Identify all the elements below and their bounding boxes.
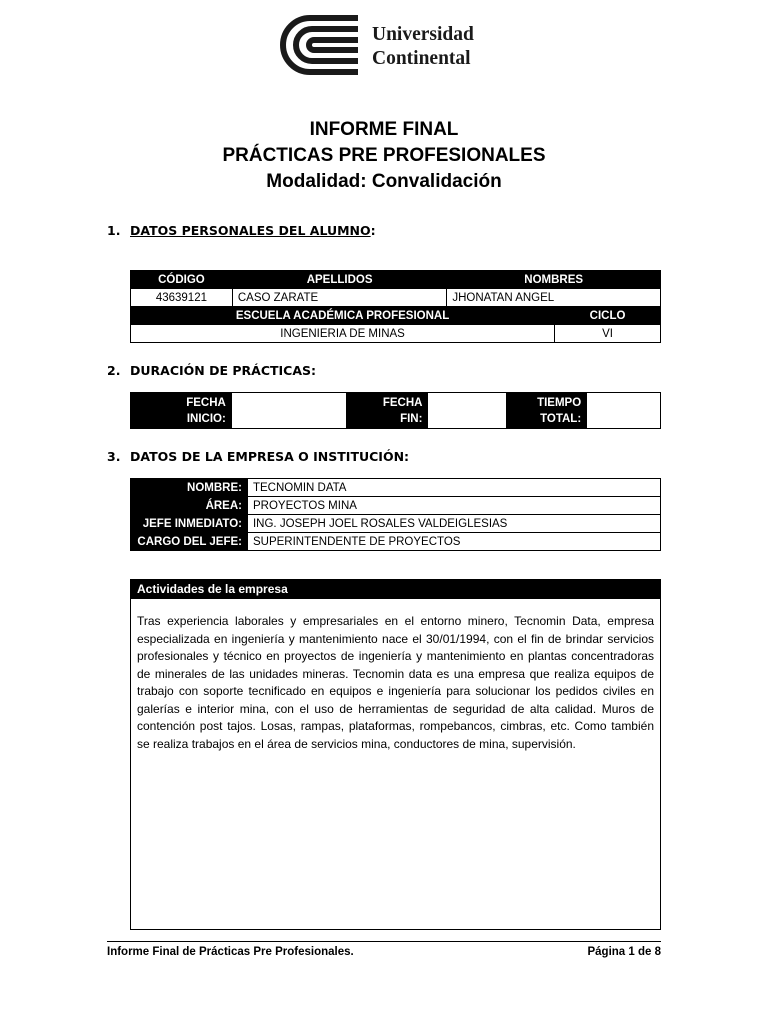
fecha-fin-label-1: FECHA [382, 396, 423, 409]
header-ciclo: CICLO [555, 307, 661, 325]
section-2-heading [107, 363, 316, 378]
company-data-table [130, 478, 661, 551]
student-ciclo: VI [555, 325, 661, 343]
fecha-inicio-value [231, 393, 346, 429]
header-escuela: ESCUELA ACADÉMICA PROFESIONAL [131, 307, 555, 325]
student-codigo: 43639121 [131, 289, 233, 307]
section-number: 3. [107, 449, 121, 464]
logo-line-1: Universidad [372, 24, 474, 45]
fecha-inicio-label-1: FECHA [186, 396, 226, 409]
activities-box [130, 579, 661, 930]
student-data-table [130, 270, 661, 343]
section-label: DATOS PERSONALES DEL ALUMNO [130, 223, 371, 238]
section-suffix: : [370, 223, 376, 238]
student-escuela: INGENIERIA DE MINAS [131, 325, 555, 343]
fecha-fin-label [346, 393, 428, 429]
company-nombre: TECNOMIN DATA [247, 479, 660, 497]
company-nombre-label: NOMBRE: [131, 479, 248, 497]
footer-doc-title: Informe Final de Prácticas Pre Profesionales. [107, 946, 354, 958]
logo-mark-icon [278, 14, 360, 76]
footer-page-number: Página 1 de 8 [587, 946, 661, 958]
section-number: 1. [107, 223, 121, 238]
logo-wordmark [372, 23, 474, 71]
fecha-fin-label-2: FIN: [400, 412, 423, 425]
doc-title: INFORME FINAL [309, 119, 459, 140]
company-area: PROYECTOS MINA [247, 497, 660, 515]
section-3-heading [107, 449, 409, 464]
section-1-heading [107, 223, 376, 238]
company-jefe-label: JEFE INMEDIATO: [131, 515, 248, 533]
tiempo-total-label-2: TOTAL: [540, 412, 582, 425]
doc-subtitle: PRÁCTICAS PRE PROFESIONALES [222, 145, 546, 166]
duration-table [130, 392, 661, 429]
fecha-fin-value [428, 393, 507, 429]
tiempo-total-value [587, 393, 661, 429]
doc-modality: Modalidad: Convalidación [266, 171, 502, 192]
student-apellidos: CASO ZARATE [232, 289, 447, 307]
section-number: 2. [107, 363, 121, 378]
header-codigo: CÓDIGO [131, 271, 233, 289]
company-cargo: SUPERINTENDENTE DE PROYECTOS [247, 533, 660, 551]
section-label: DURACIÓN DE PRÁCTICAS: [130, 363, 317, 378]
student-nombres: JHONATAN ANGEL [447, 289, 661, 307]
fecha-inicio-label [131, 393, 232, 429]
footer-divider [107, 941, 661, 942]
company-cargo-label: CARGO DEL JEFE: [131, 533, 248, 551]
company-jefe: ING. JOSEPH JOEL ROSALES VALDEIGLESIAS [247, 515, 660, 533]
tiempo-total-label-1: TIEMPO [537, 396, 582, 409]
header-apellidos: APELLIDOS [232, 271, 447, 289]
company-area-label: ÁREA: [131, 497, 248, 515]
logo-line-2: Continental [372, 48, 471, 69]
fecha-inicio-label-2: INICIO: [186, 412, 226, 425]
header-nombres: NOMBRES [447, 271, 661, 289]
university-logo [278, 14, 488, 76]
section-label: DATOS DE LA EMPRESA O INSTITUCIÓN: [130, 449, 410, 464]
tiempo-total-label [507, 393, 587, 429]
activities-header: Actividades de la empresa [131, 580, 660, 599]
activities-text: Tras experiencia laborales y empresariales en el entorno minero, Tecnomin Data, empresa especializada en ingeniería y mantenimiento nace el 30/01/1994, con el fin de brindar servicios profesionales y técnico en proyectos de ingeniería y mantenimiento en plantas concentradoras de minerales de las unidades mineras. Tecnomin data es una empresa que realiza equipos de trabajo con soporte tecnificado en equipos e ingeniería para solucionar los pedidos civiles en galerías e interior mina, con el uso de herramientas de seguridad de alta calidad. Muros de contención post tajos. Losas, rampas, plataformas, rompebancos, cimbras, etc. Como también se realiza trabajos en el área de servicios mina, conductores de mina, supervisión. [137, 614, 654, 751]
